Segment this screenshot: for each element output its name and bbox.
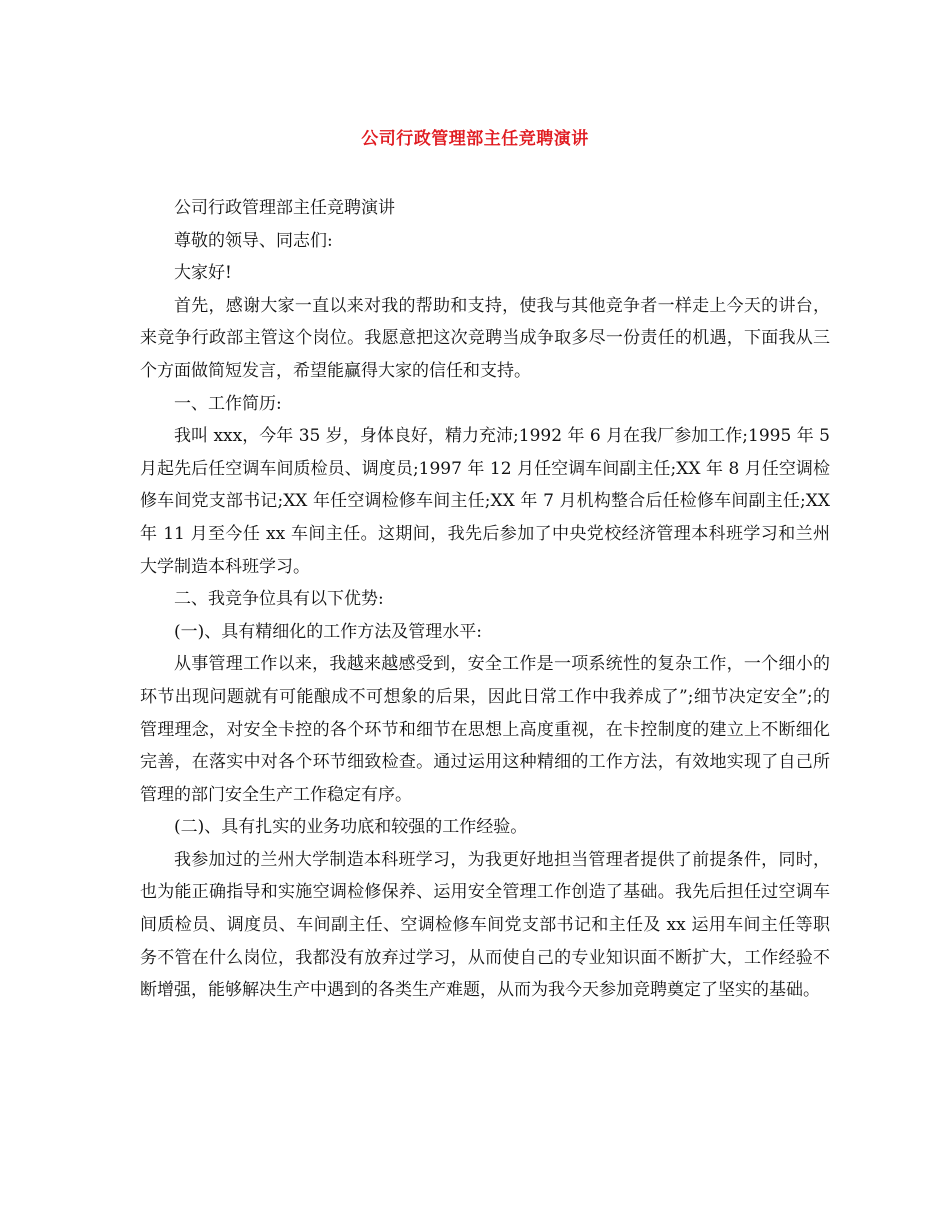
paragraph-intro: 首先，感谢大家一直以来对我的帮助和支持，使我与其他竞争者一样走上今天的讲台，来竞争行政部主管这个岗位。我愿意把这次竞聘当成争取多尽一份责任的机遇，下面我从三个方面做简短发言，希望能赢得大家的信任和支持。 [140,295,830,381]
section-heading-advantages: 二、我竞争位具有以下优势: [174,589,384,610]
document-title: 公司行政管理部主任竞聘演讲 [361,129,589,149]
document-body [140,192,830,1007]
paragraph-greeting: 大家好! [174,263,232,284]
subsection-heading-2: (二)、具有扎实的业务功底和较强的工作经验。 [174,817,528,838]
paragraph-experience: 我参加过的兰州大学制造本科班学习，为我更好地担当管理者提供了前提条件，同时，也为能正确指导和实施空调检修保养、运用安全管理工作创造了基础。我先后担任过空调车间质检员、调度员、车间副主任、空调检修车间党支部书记和主任及 xx 运用车间主任等职务不管在什么岗位，我都没有放弃过学习，从而使自己的专业知识面不断扩大，工作经验不断增强，能够解决生产中遇到的各类生产难题，从而为我今天参加竞聘奠定了坚实的基础。 [140,849,830,1001]
paragraph-management: 从事管理工作以来，我越来越感受到，安全工作是一项系统性的复杂工作，一个细小的环节出现问题就有可能酿成不可想象的后果，因此日常工作中我养成了”;细节决定安全”;的管理理念，对安全卡控的各个环节和细节在思想上高度重视，在卡控制度的建立上不断细化完善，在落实中对各个环节细致检查。通过运用这种精细的工作方法，有效地实现了自己所管理的部门安全生产工作稳定有序。 [140,654,830,805]
section-heading-resume: 一、工作简历: [174,393,282,414]
paragraph-salutation: 尊敬的领导、同志们: [174,230,333,251]
subsection-heading-1: (一)、具有精细化的工作方法及管理水平: [174,621,482,642]
paragraph-resume: 我叫 xxx，今年 35 岁，身体良好，精力充沛;1992 年 6 月在我厂参加工作;1995 年 5 月起先后任空调车间质检员、调度员;1997 年 12 月任空调车间副主任;XX 年 8 月任空调检修车间党支部书记;XX 年任空调检修车间主任;XX 年 7 月机构整合后任检修车间副主任;XX 年 11 月至今任 xx 车间主任。这期间，我先后参加了中央党校经济管理本科班学习和兰州大学制造本科班学习。 [140,426,830,577]
paragraph-heading-repeat: 公司行政管理部主任竞聘演讲 [174,198,395,218]
